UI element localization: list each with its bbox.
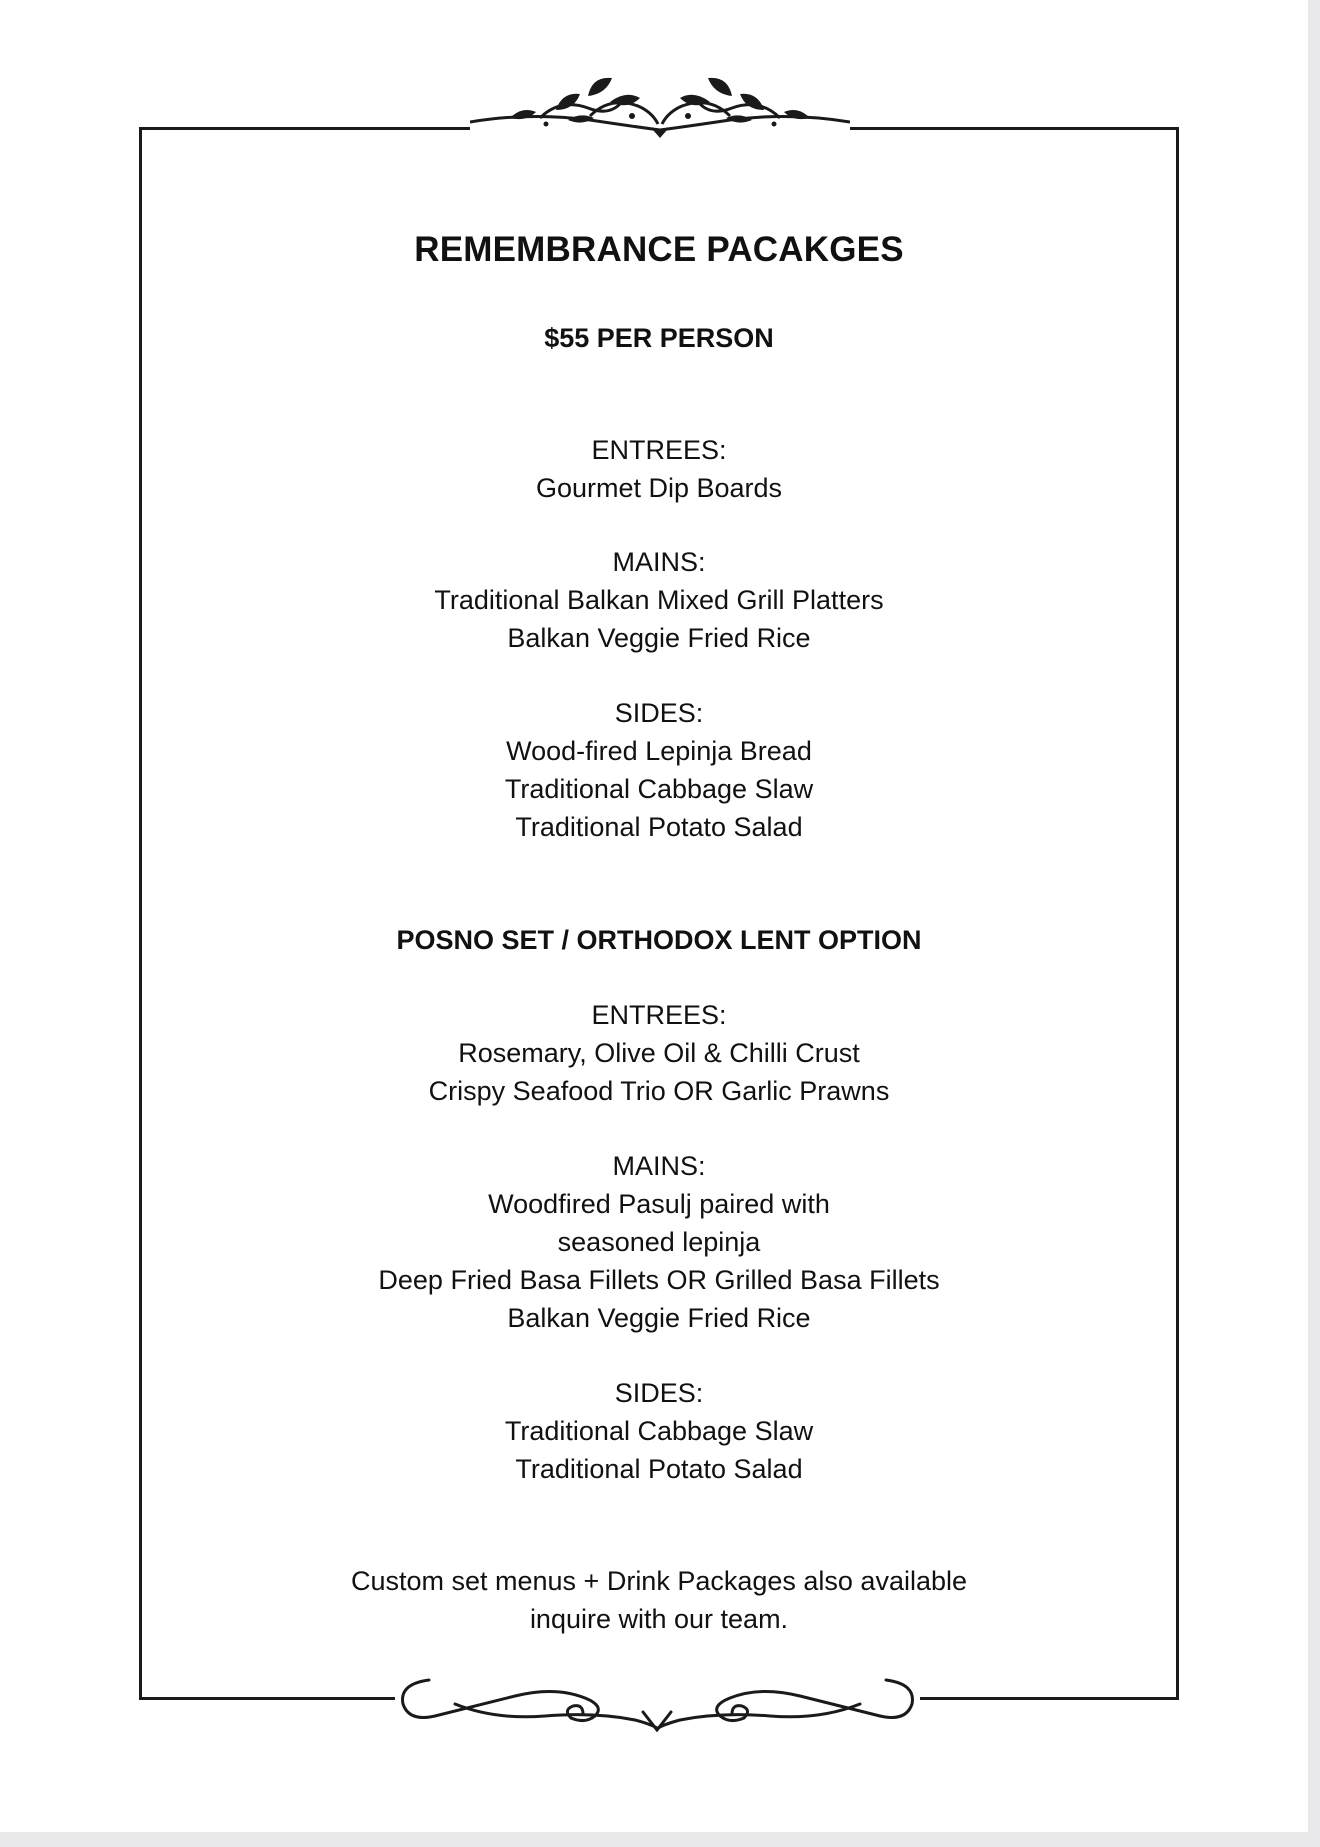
- section-heading: SIDES:: [614, 1378, 704, 1408]
- leaf-vine-ornament-icon: [470, 72, 850, 138]
- custom-menu-note: [142, 1562, 1176, 1638]
- package1-mains-section: [142, 543, 1176, 657]
- footer-line: Custom set menus + Drink Packages also available: [350, 1566, 968, 1596]
- menu-item: Traditional Balkan Mixed Grill Platters: [434, 585, 884, 615]
- menu-title: REMEMBRANCE PACAKGES: [414, 230, 904, 269]
- section-heading: ENTREES:: [591, 1000, 727, 1030]
- menu-item: Gourmet Dip Boards: [535, 473, 783, 503]
- menu-item: Woodfired Pasulj paired with: [488, 1189, 830, 1219]
- price-per-person: $55 PER PERSON: [544, 323, 774, 353]
- scroll-flourish-ornament-icon: [395, 1670, 920, 1732]
- menu-item: Traditional Cabbage Slaw: [504, 1416, 814, 1446]
- menu-item: Rosemary, Olive Oil & Chilli Crust: [458, 1038, 860, 1068]
- menu-item: Wood-fired Lepinja Bread: [506, 736, 812, 766]
- package1-entrees-section: [142, 431, 1176, 507]
- menu-item: Traditional Cabbage Slaw: [504, 774, 814, 804]
- section-heading: MAINS:: [612, 547, 706, 577]
- footer-line: inquire with our team.: [529, 1604, 789, 1634]
- section-heading: ENTREES:: [591, 435, 727, 465]
- menu-item: Deep Fried Basa Fillets OR Grilled Basa Fillets: [378, 1265, 940, 1295]
- package2-entrees-section: [142, 996, 1176, 1110]
- package1-sides-section: [142, 694, 1176, 846]
- lent-option-title: POSNO SET / ORTHODOX LENT OPTION: [396, 925, 922, 955]
- menu-item: Balkan Veggie Fried Rice: [507, 623, 811, 653]
- package2-mains-section: [142, 1147, 1176, 1337]
- menu-item: Traditional Potato Salad: [515, 812, 803, 842]
- menu-item: Balkan Veggie Fried Rice: [507, 1303, 811, 1333]
- package2-sides-section: [142, 1374, 1176, 1488]
- section-heading: MAINS:: [612, 1151, 706, 1181]
- menu-item: seasoned lepinja: [557, 1227, 761, 1257]
- menu-item: Crispy Seafood Trio OR Garlic Prawns: [428, 1076, 890, 1106]
- menu-item: Traditional Potato Salad: [515, 1454, 803, 1484]
- section-heading: SIDES:: [614, 698, 704, 728]
